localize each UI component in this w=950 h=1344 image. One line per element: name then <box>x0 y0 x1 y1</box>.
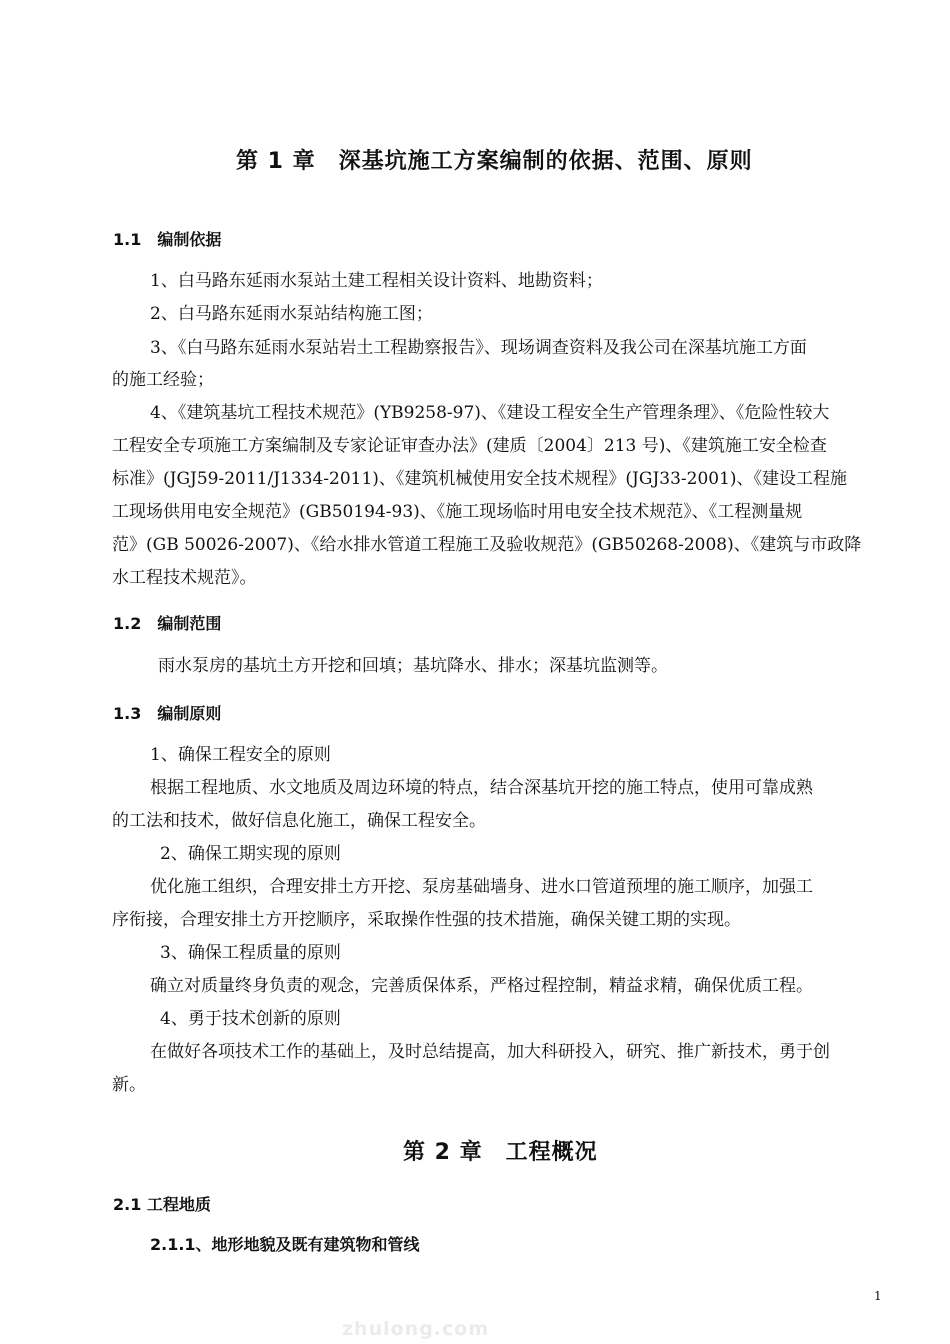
page-number: 1 <box>874 1289 882 1303</box>
principle-1-line-1: 根据工程地质、水文地质及周边环境的特点，结合深基坑开挖的施工特点，使用可靠成熟 <box>150 778 813 798</box>
principle-4-line-1: 在做好各项技术工作的基础上，及时总结提高，加大科研投入，研究、推广新技术，勇于创 <box>150 1042 830 1062</box>
scope-text: 雨水泵房的基坑土方开挖和回填；基坑降水、排水；深基坑监测等。 <box>158 656 668 676</box>
subsection-2-1-1-heading: 2.1.1、地形地貌及既有建筑物和管线 <box>150 1235 420 1254</box>
principle-2-line-1: 优化施工组织，合理安排土方开挖、泵房基础墙身、进水口管道预埋的施工顺序，加强工 <box>150 877 813 897</box>
basis-item-4-line-1: 4、《建筑基坑工程技术规范》(YB9258-97)、《建设工程安全生产管理条理》、《危险性较大 <box>150 403 830 423</box>
watermark: zhulong.com <box>342 1318 490 1340</box>
principle-2-line-2: 序衔接，合理安排土方开挖顺序，采取操作性强的技术措施，确保关键工期的实现。 <box>112 910 741 930</box>
principle-4-title: 4、勇于技术创新的原则 <box>160 1009 341 1029</box>
basis-item-3-line-1: 3、《白马路东延雨水泵站岩土工程勘察报告》、现场调查资料及我公司在深基坑施工方面 <box>150 338 807 358</box>
basis-item-4-line-2: 工程安全专项施工方案编制及专家论证审查办法》(建质〔2004〕213 号)、《建筑施工安全检查 <box>112 436 827 456</box>
basis-item-2: 2、白马路东延雨水泵站结构施工图； <box>150 304 433 324</box>
principle-1-title: 1、确保工程安全的原则 <box>150 745 331 765</box>
basis-item-4-line-5: 范》(GB 50026-2007)、《给水排水管道工程施工及验收规范》(GB50268-2008)、《建筑与市政降 <box>112 535 862 555</box>
principle-2-title: 2、确保工期实现的原则 <box>160 844 341 864</box>
basis-item-1: 1、白马路东延雨水泵站土建工程相关设计资料、地勘资料； <box>150 271 603 291</box>
basis-item-4-line-3: 标准》(JGJ59-2011/J1334-2011)、《建筑机械使用安全技术规程》(JGJ33-2001)、《建设工程施 <box>112 469 848 489</box>
chapter-1-title: 第 1 章 深基坑施工方案编制的依据、范围、原则 <box>236 149 753 174</box>
principle-3-text: 确立对质量终身负责的观念，完善质保体系，严格过程控制，精益求精，确保优质工程。 <box>150 976 813 996</box>
basis-item-4-line-6: 水工程技术规范》。 <box>112 568 257 588</box>
principle-4-line-2: 新。 <box>112 1075 146 1095</box>
section-1-2-heading: 1.2 编制范围 <box>113 614 222 633</box>
chapter-2-title: 第 2 章 工程概况 <box>403 1140 598 1165</box>
section-2-1-heading: 2.1 工程地质 <box>113 1195 211 1214</box>
principle-3-title: 3、确保工程质量的原则 <box>160 943 341 963</box>
section-1-1-heading: 1.1 编制依据 <box>113 230 222 249</box>
basis-item-3-line-2: 的施工经验； <box>112 370 214 390</box>
section-1-3-heading: 1.3 编制原则 <box>113 704 222 723</box>
basis-item-4-line-4: 工现场供用电安全规范》(GB50194-93)、《施工现场临时用电安全技术规范》、《工程测量规 <box>112 502 803 522</box>
principle-1-line-2: 的工法和技术，做好信息化施工，确保工程安全。 <box>112 811 486 831</box>
